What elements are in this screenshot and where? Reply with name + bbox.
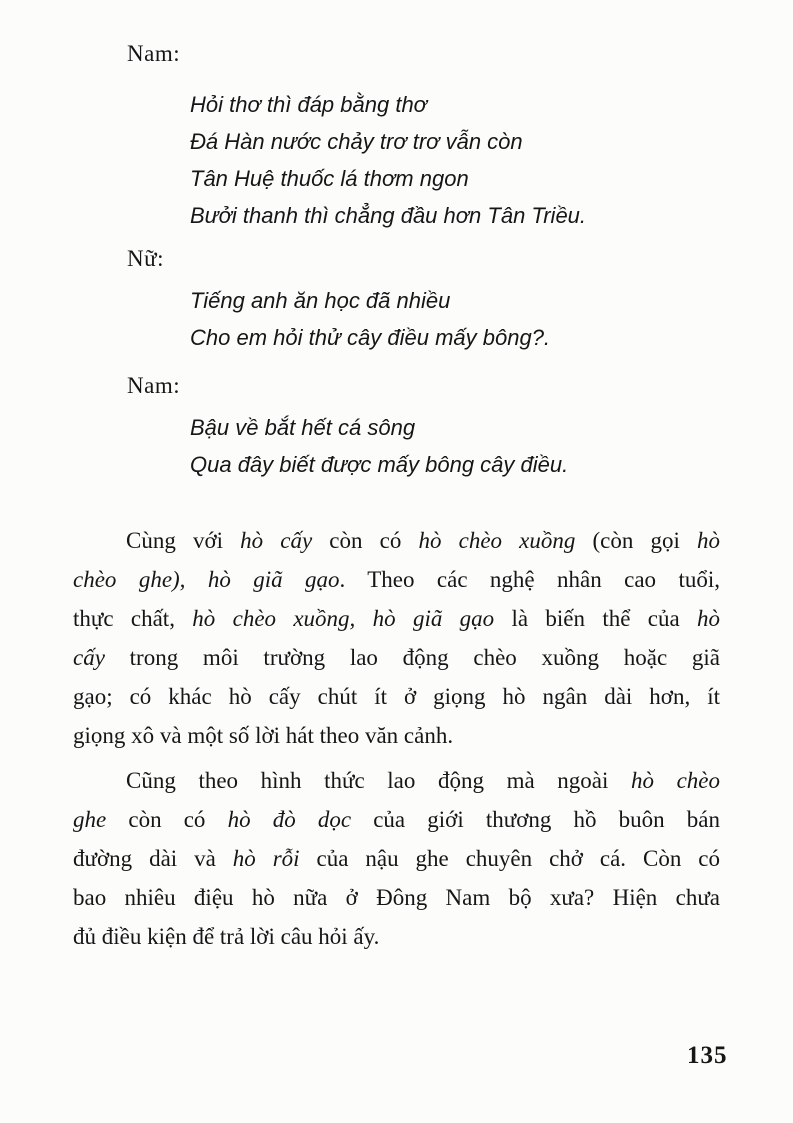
verse-line: Bưởi thanh thì chẳng đầu hơn Tân Triều.: [190, 203, 587, 228]
verse-group-1: [190, 86, 586, 234]
verse-group-2: [190, 282, 550, 356]
page-number: 135: [687, 1042, 728, 1069]
paragraph-line: chèo ghe), hò giã gạo. Theo các nghệ nhân cao tuổi,: [73, 567, 720, 592]
verse-line: Tiếng anh ăn học đã nhiều: [190, 288, 451, 313]
verse-line: Qua đây biết được mấy bông cây điều.: [190, 452, 569, 477]
paragraph-line: cấy trong môi trường lao động chèo xuồng hoặc giã: [73, 645, 720, 670]
speaker-label-nam-2: Nam:: [127, 373, 181, 398]
paragraph-line: đủ điều kiện để trả lời câu hỏi ấy.: [73, 924, 380, 949]
paragraph-line: Cùng với hò cấy còn có hò chèo xuồng (còn gọi hò: [126, 528, 720, 553]
paragraph-line: ghe còn có hò đò dọc của giới thương hồ buôn bán: [73, 807, 720, 832]
paragraph-line: thực chất, hò chèo xuồng, hò giã gạo là biến thể của hò: [73, 606, 721, 631]
verse-line: Đá Hàn nước chảy trơ trơ vẫn còn: [190, 129, 523, 154]
paragraph-line: Cũng theo hình thức lao động mà ngoài hò chèo: [126, 768, 720, 793]
verse-line: Bậu về bắt hết cá sông: [190, 415, 416, 440]
verse-group-3: [190, 409, 568, 483]
body-paragraph-2: [73, 761, 720, 956]
verse-line: Tân Huệ thuốc lá thơm ngon: [190, 166, 469, 191]
body-paragraph-1: [73, 521, 720, 755]
paragraph-line: bao nhiêu điệu hò nữa ở Đông Nam bộ xưa? Hiện chưa: [73, 885, 720, 910]
speaker-label-nam-1: Nam:: [127, 41, 181, 66]
paragraph-line: giọng xô và một số lời hát theo văn cảnh.: [73, 723, 454, 748]
verse-line: Hỏi thơ thì đáp bằng thơ: [190, 92, 427, 117]
speaker-label-nu: Nữ:: [127, 246, 164, 271]
paragraph-line: gạo; có khác hò cấy chút ít ở giọng hò ngân dài hơn, ít: [73, 684, 720, 709]
verse-line: Cho em hỏi thử cây điều mấy bông?.: [190, 325, 551, 350]
paragraph-line: đường dài và hò rỗi của nậu ghe chuyên chở cá. Còn có: [73, 846, 720, 871]
